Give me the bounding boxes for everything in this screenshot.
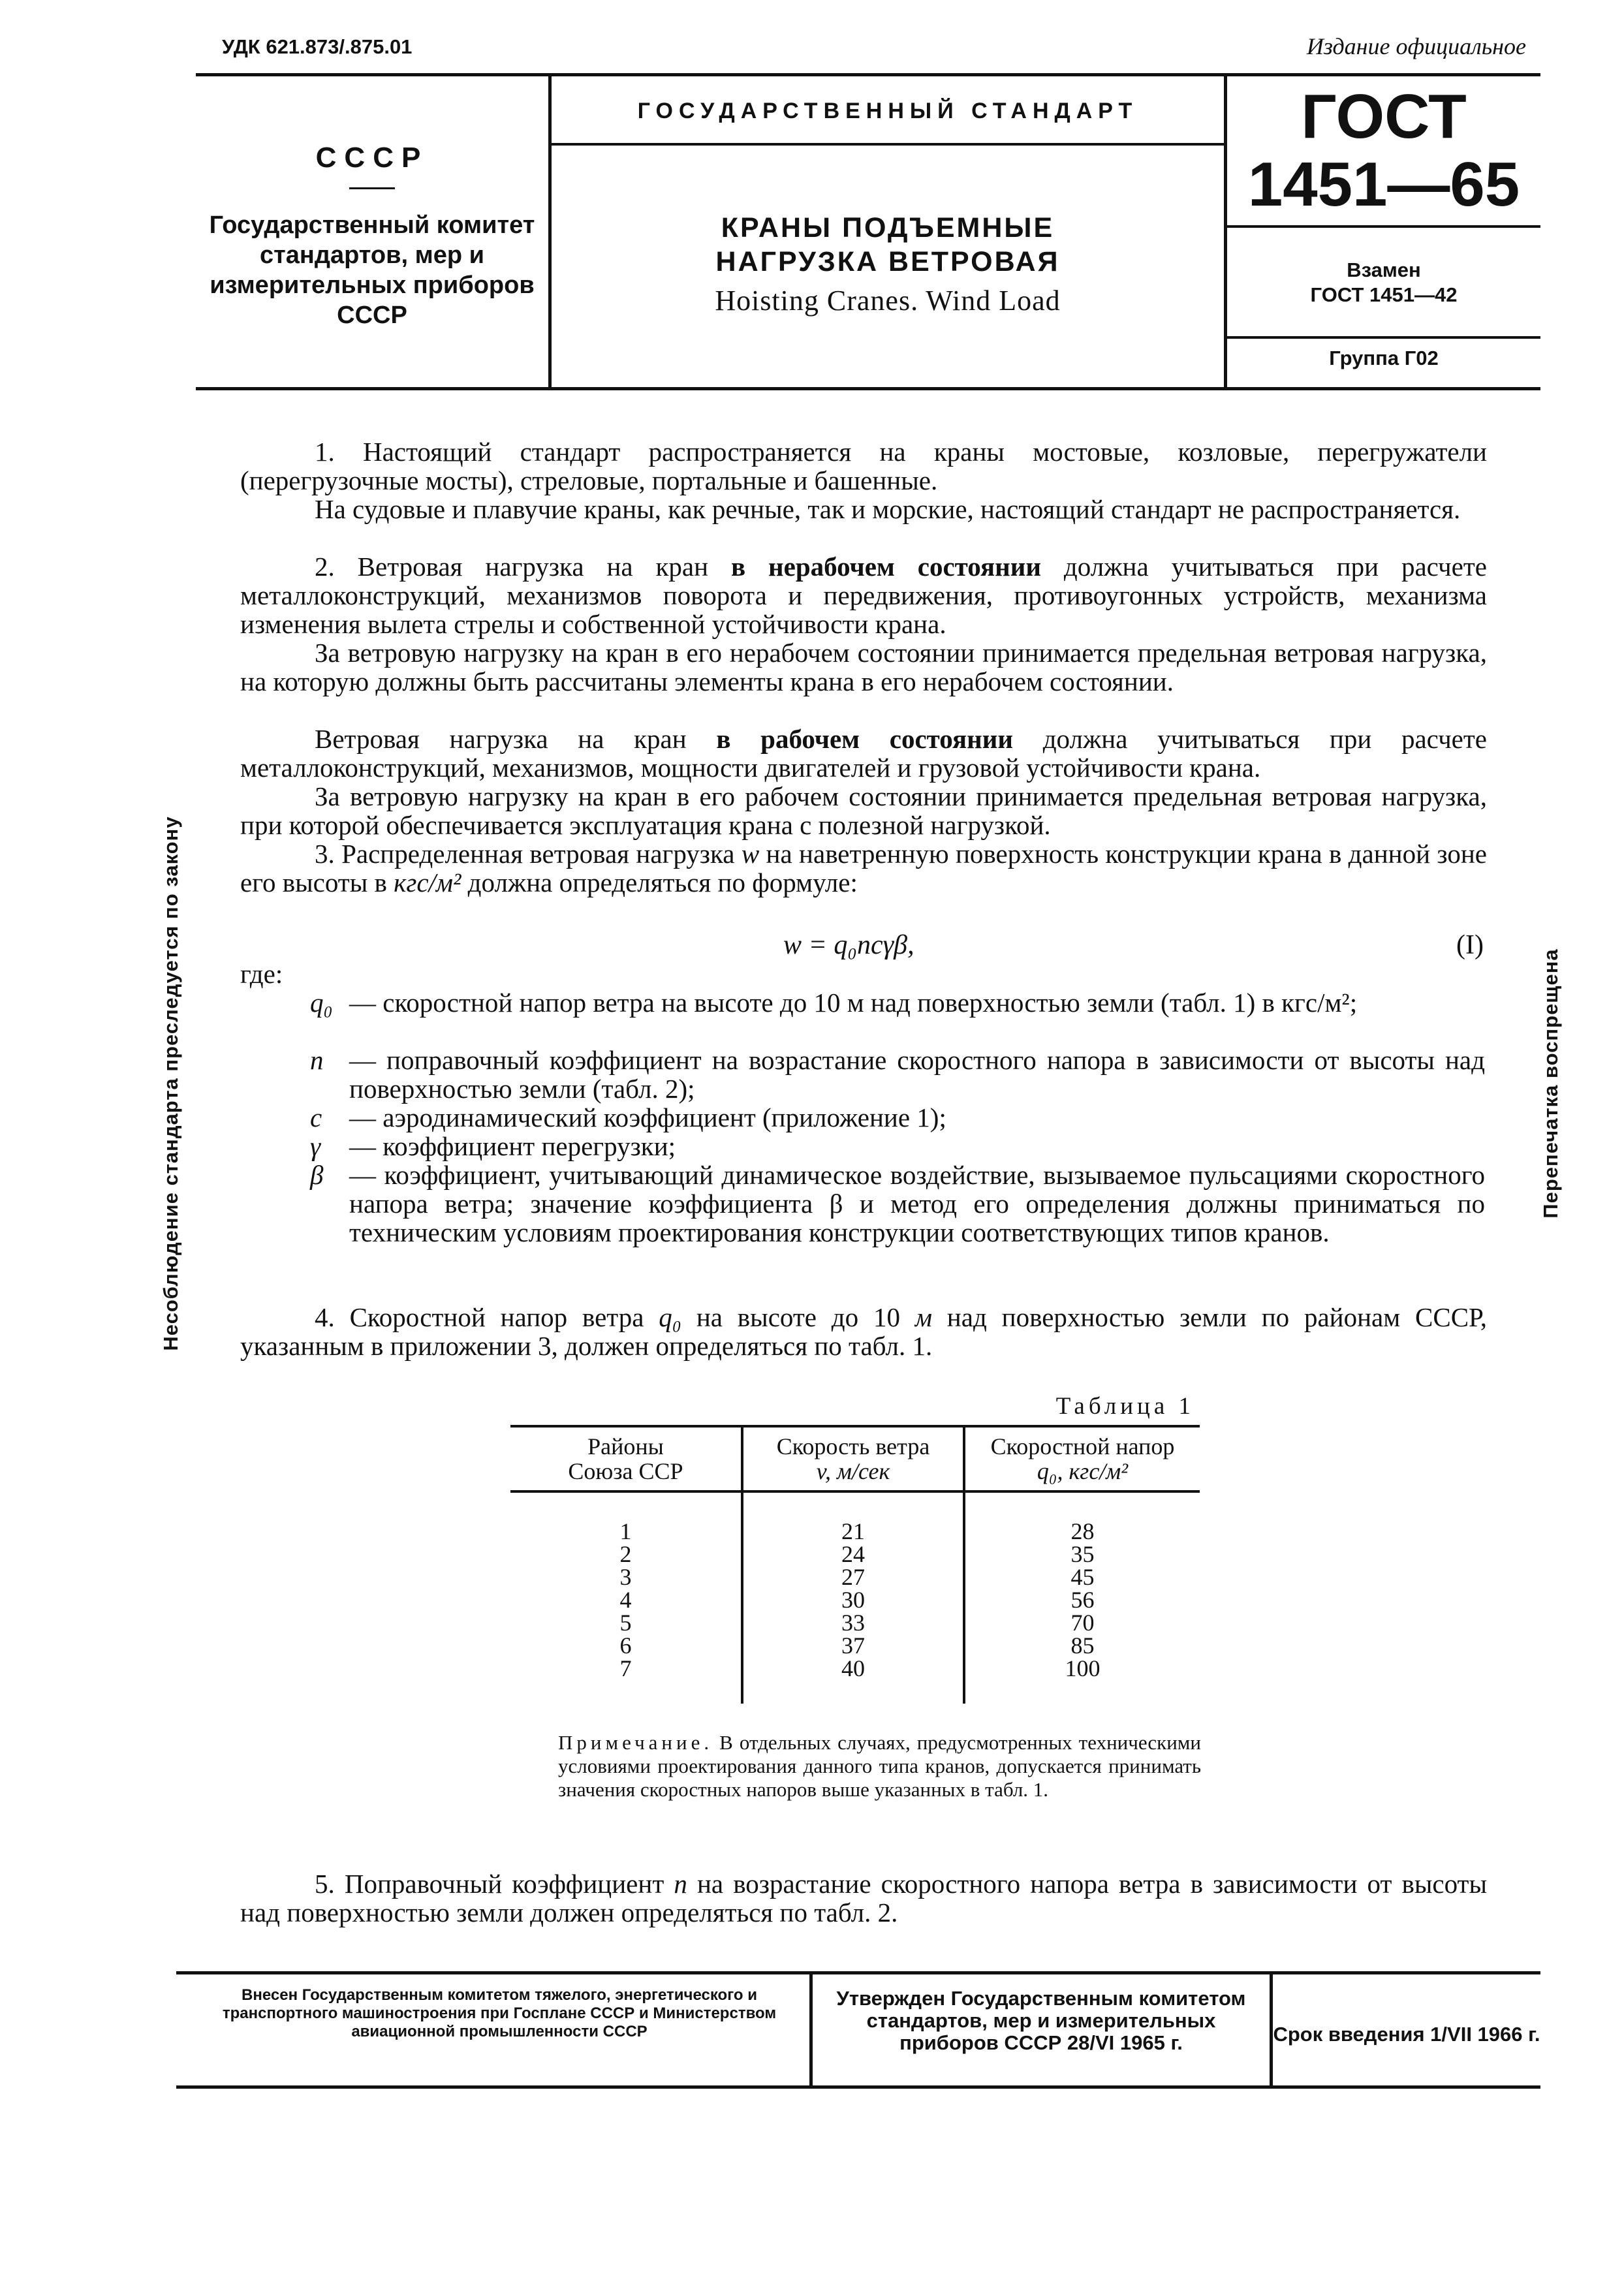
gost-code (1227, 83, 1540, 219)
footer-divider-1 (809, 1974, 813, 2085)
term-c-symbol: c (310, 1102, 322, 1132)
p3-a: 3. Распределенная ветровая нагрузка (315, 839, 742, 869)
cell-pressure: 100 (964, 1657, 1200, 1704)
header-box (196, 73, 1540, 390)
term-c-definition: — аэродинамический коэффициент (приложение 1); (349, 1102, 946, 1132)
paragraph-2c (240, 725, 1487, 782)
term-q0 (310, 988, 1485, 1017)
table-row (510, 1612, 1200, 1634)
gost-label: ГОСТ (1301, 82, 1467, 151)
table-caption: Таблица 1 (1055, 1393, 1195, 1420)
header-rule-right-2 (1227, 336, 1540, 339)
header-rule-right-1 (1227, 225, 1540, 228)
effective-date: Срок введения 1/VII 1966 г. (1273, 2023, 1540, 2046)
col-pressure-header (964, 1426, 1200, 1491)
paragraph-5 (240, 1869, 1487, 1927)
term-q0-definition: — скоростной напор ветра на высоте до 10 м над поверхностью земли (табл. 1) в кгс/м²; (349, 988, 1358, 1018)
table-row (510, 1566, 1200, 1589)
committee-name: Государственный комитет стандартов, мер и измерительных приборов СССР (209, 211, 535, 329)
ussr-divider (349, 187, 395, 189)
term-gamma (310, 1132, 1485, 1161)
col-speed-header (742, 1426, 964, 1491)
edition-label: Издание официальное (1306, 33, 1526, 59)
paragraph-3 (240, 839, 1487, 897)
side-note-right: Перепечатка воспрещена (1539, 948, 1562, 1219)
wind-load-formula: w = q₀ncγβ, (783, 930, 914, 960)
term-gamma-symbol: γ (310, 1131, 321, 1161)
table-note (558, 1731, 1201, 1802)
document-title-en: Hoisting Cranes. Wind Load (715, 285, 1061, 317)
cell-region: 6 (619, 1632, 632, 1659)
ussr-label: СССР (315, 142, 429, 174)
p3-b: на наветренную поверхность конструкции крана в данной зоне его высоты в (240, 839, 1487, 897)
note-text: В отдельных случаях, предусмотренных техническими условиями проектирования данного типа кранов, допускается принимать значения скоростных напоров выше указанных в табл. 1. (558, 1731, 1201, 1801)
term-q0-symbol: q₀ (310, 988, 333, 1018)
group-code: Группа Г02 (1329, 347, 1439, 369)
cell-speed: 30 (742, 1589, 964, 1612)
p4-m: м (914, 1302, 932, 1332)
term-c (310, 1103, 1485, 1132)
side-note-left: Несоблюдение стандарта преследуется по закону (159, 816, 182, 1351)
term-n-definition: — поправочный коэффициент на возрастание скоростного напора в зависимости от высоты над поверхностью земли (табл. 2); (349, 1045, 1485, 1104)
col-pressure-line-2: q₀, кгс/м² (1037, 1458, 1129, 1484)
table-header-row (510, 1426, 1200, 1491)
term-beta-symbol: β (310, 1160, 324, 1190)
footer-box (176, 1971, 1540, 2089)
cell-speed: 24 (742, 1543, 964, 1566)
table-row (510, 1491, 1200, 1543)
formula-number: (I) (1456, 930, 1484, 960)
cell-speed: 33 (742, 1612, 964, 1634)
cell-pressure: 28 (964, 1491, 1200, 1543)
introduced-by: Внесен Государственным комитетом тяжелого, энергетического и транспортного машиностроения при Госплане СССР и Министерством авиационной промышленности СССР (222, 1986, 777, 2040)
p3-w: w (741, 839, 760, 869)
term-n-symbol: n (310, 1045, 324, 1075)
p2-pre: 2. Ветровая нагрузка на кран (315, 552, 731, 582)
cell-region: 3 (619, 1564, 632, 1590)
table-row (510, 1543, 1200, 1566)
table-row (510, 1589, 1200, 1612)
note-label: Примечание. (558, 1731, 713, 1754)
cell-speed: 40 (742, 1657, 964, 1704)
term-beta-definition: — коэффициент, учитывающий динамическое воздействие, вызываемое пульсациями скоростного напора ветра; значение коэффициента β и метод его определения должны приниматься по техническим условиям проектирования конструкции соответствующих типов кранов. (349, 1160, 1485, 1247)
p5-n: n (674, 1869, 687, 1899)
col-speed-line-1: Скорость ветра (776, 1433, 930, 1459)
p3-c: должна определяться по формуле: (461, 867, 858, 897)
p2c-bold: в рабочем состоянии (716, 724, 1014, 754)
table-1 (510, 1425, 1200, 1704)
p3-unit: кгс/м² (394, 867, 461, 897)
paragraph-2b: За ветровую нагрузку на кран в его нерабочем состоянии принимается предельная ветровая нагрузка, на которую должны быть рассчитаны элементы крана в его нерабочем состоянии. (240, 638, 1487, 696)
p2c-pre: Ветровая нагрузка на кран (315, 724, 717, 754)
gost-number: 1451—65 (1247, 149, 1520, 219)
cell-pressure: 85 (964, 1634, 1200, 1657)
col-regions-line-1: Районы (587, 1433, 664, 1459)
p4-a: 4. Скоростной напор ветра (315, 1302, 659, 1332)
cell-region: 1 (619, 1518, 632, 1544)
cell-pressure: 70 (964, 1612, 1200, 1634)
cell-region: 2 (619, 1541, 632, 1567)
paragraph-2 (240, 552, 1487, 638)
term-gamma-definition: — коэффициент перегрузки; (349, 1131, 676, 1161)
p5-a: 5. Поправочный коэффициент (315, 1869, 674, 1899)
paragraph-2d: За ветровую нагрузку на кран в его рабочем состоянии принимается предельная ветровая нагрузка, при которой обеспечивается эксплуатация крана с полезной нагрузкой. (240, 781, 1487, 840)
cell-speed: 37 (742, 1634, 964, 1657)
col-speed-line-2: v, м/сек (816, 1458, 890, 1484)
p2-post: должна учитываться при расчете металлоконструкций, механизмов поворота и передвижения, противоугонных устройств, механизма изменения вылета стрелы и собственной устойчивости крана. (240, 552, 1487, 639)
paragraph-1: 1. Настоящий стандарт распространяется на краны мостовые, козловые, перегружатели (перегрузочные мосты), стреловые, портальные и башенные. (240, 437, 1487, 495)
state-standard-label: ГОСУДАРСТВЕННЫЙ СТАНДАРТ (637, 99, 1138, 123)
table-row (510, 1634, 1200, 1657)
cell-pressure: 35 (964, 1543, 1200, 1566)
paragraph-4 (240, 1303, 1487, 1360)
replaces-label: Взамен (1347, 258, 1421, 281)
cell-region: 5 (619, 1610, 632, 1636)
p4-c: над поверхностью земли по районам СССР, указанным в приложении 3, должен определяться по табл. 1. (240, 1302, 1487, 1361)
p2-bold: в нерабочем состоянии (731, 552, 1042, 582)
term-n (310, 1046, 1485, 1103)
p4-q: q₀ (659, 1302, 681, 1332)
cell-region: 4 (619, 1587, 632, 1613)
cell-pressure: 56 (964, 1589, 1200, 1612)
p2c-post: должна учитываться при расчете металлоконструкций, механизмов, мощности двигателей и грузовой устойчивости крана. (240, 724, 1487, 783)
cell-region: 7 (619, 1655, 632, 1681)
cell-pressure: 45 (964, 1566, 1200, 1589)
document-title-ru (548, 211, 1227, 279)
col-regions-header (510, 1426, 742, 1491)
approved-by: Утвержден Государственным комитетом стандартов, мер и измерительных приборов СССР 28/VI 1965 г. (836, 1987, 1246, 2054)
header-rule-center (552, 143, 1224, 146)
col-regions-line-2: Союза ССР (568, 1458, 683, 1484)
replaces-block (1227, 258, 1540, 307)
table-row (510, 1657, 1200, 1704)
replaces-value: ГОСТ 1451—42 (1310, 283, 1458, 306)
p4-b: на высоте до 10 (681, 1302, 915, 1332)
title-ru-line-2: НАГРУЗКА ВЕТРОВАЯ (715, 246, 1060, 277)
cell-speed: 27 (742, 1566, 964, 1589)
col-pressure-line-1: Скоростной напор (990, 1433, 1175, 1459)
p5-b: на возрастание скоростного напора ветра в зависимости от высоты над поверхностью земли должен определяться по табл. 2. (240, 1869, 1487, 1927)
paragraph-1b: На судовые и плавучие краны, как речные, так и морские, настоящий стандарт не распространяется. (315, 494, 1461, 524)
where-label: где: (240, 959, 283, 989)
title-ru-line-1: КРАНЫ ПОДЪЕМНЫЕ (721, 212, 1055, 243)
cell-speed: 21 (742, 1491, 964, 1543)
term-beta (310, 1161, 1485, 1247)
udk-code: УДК 621.873/.875.01 (222, 35, 413, 58)
